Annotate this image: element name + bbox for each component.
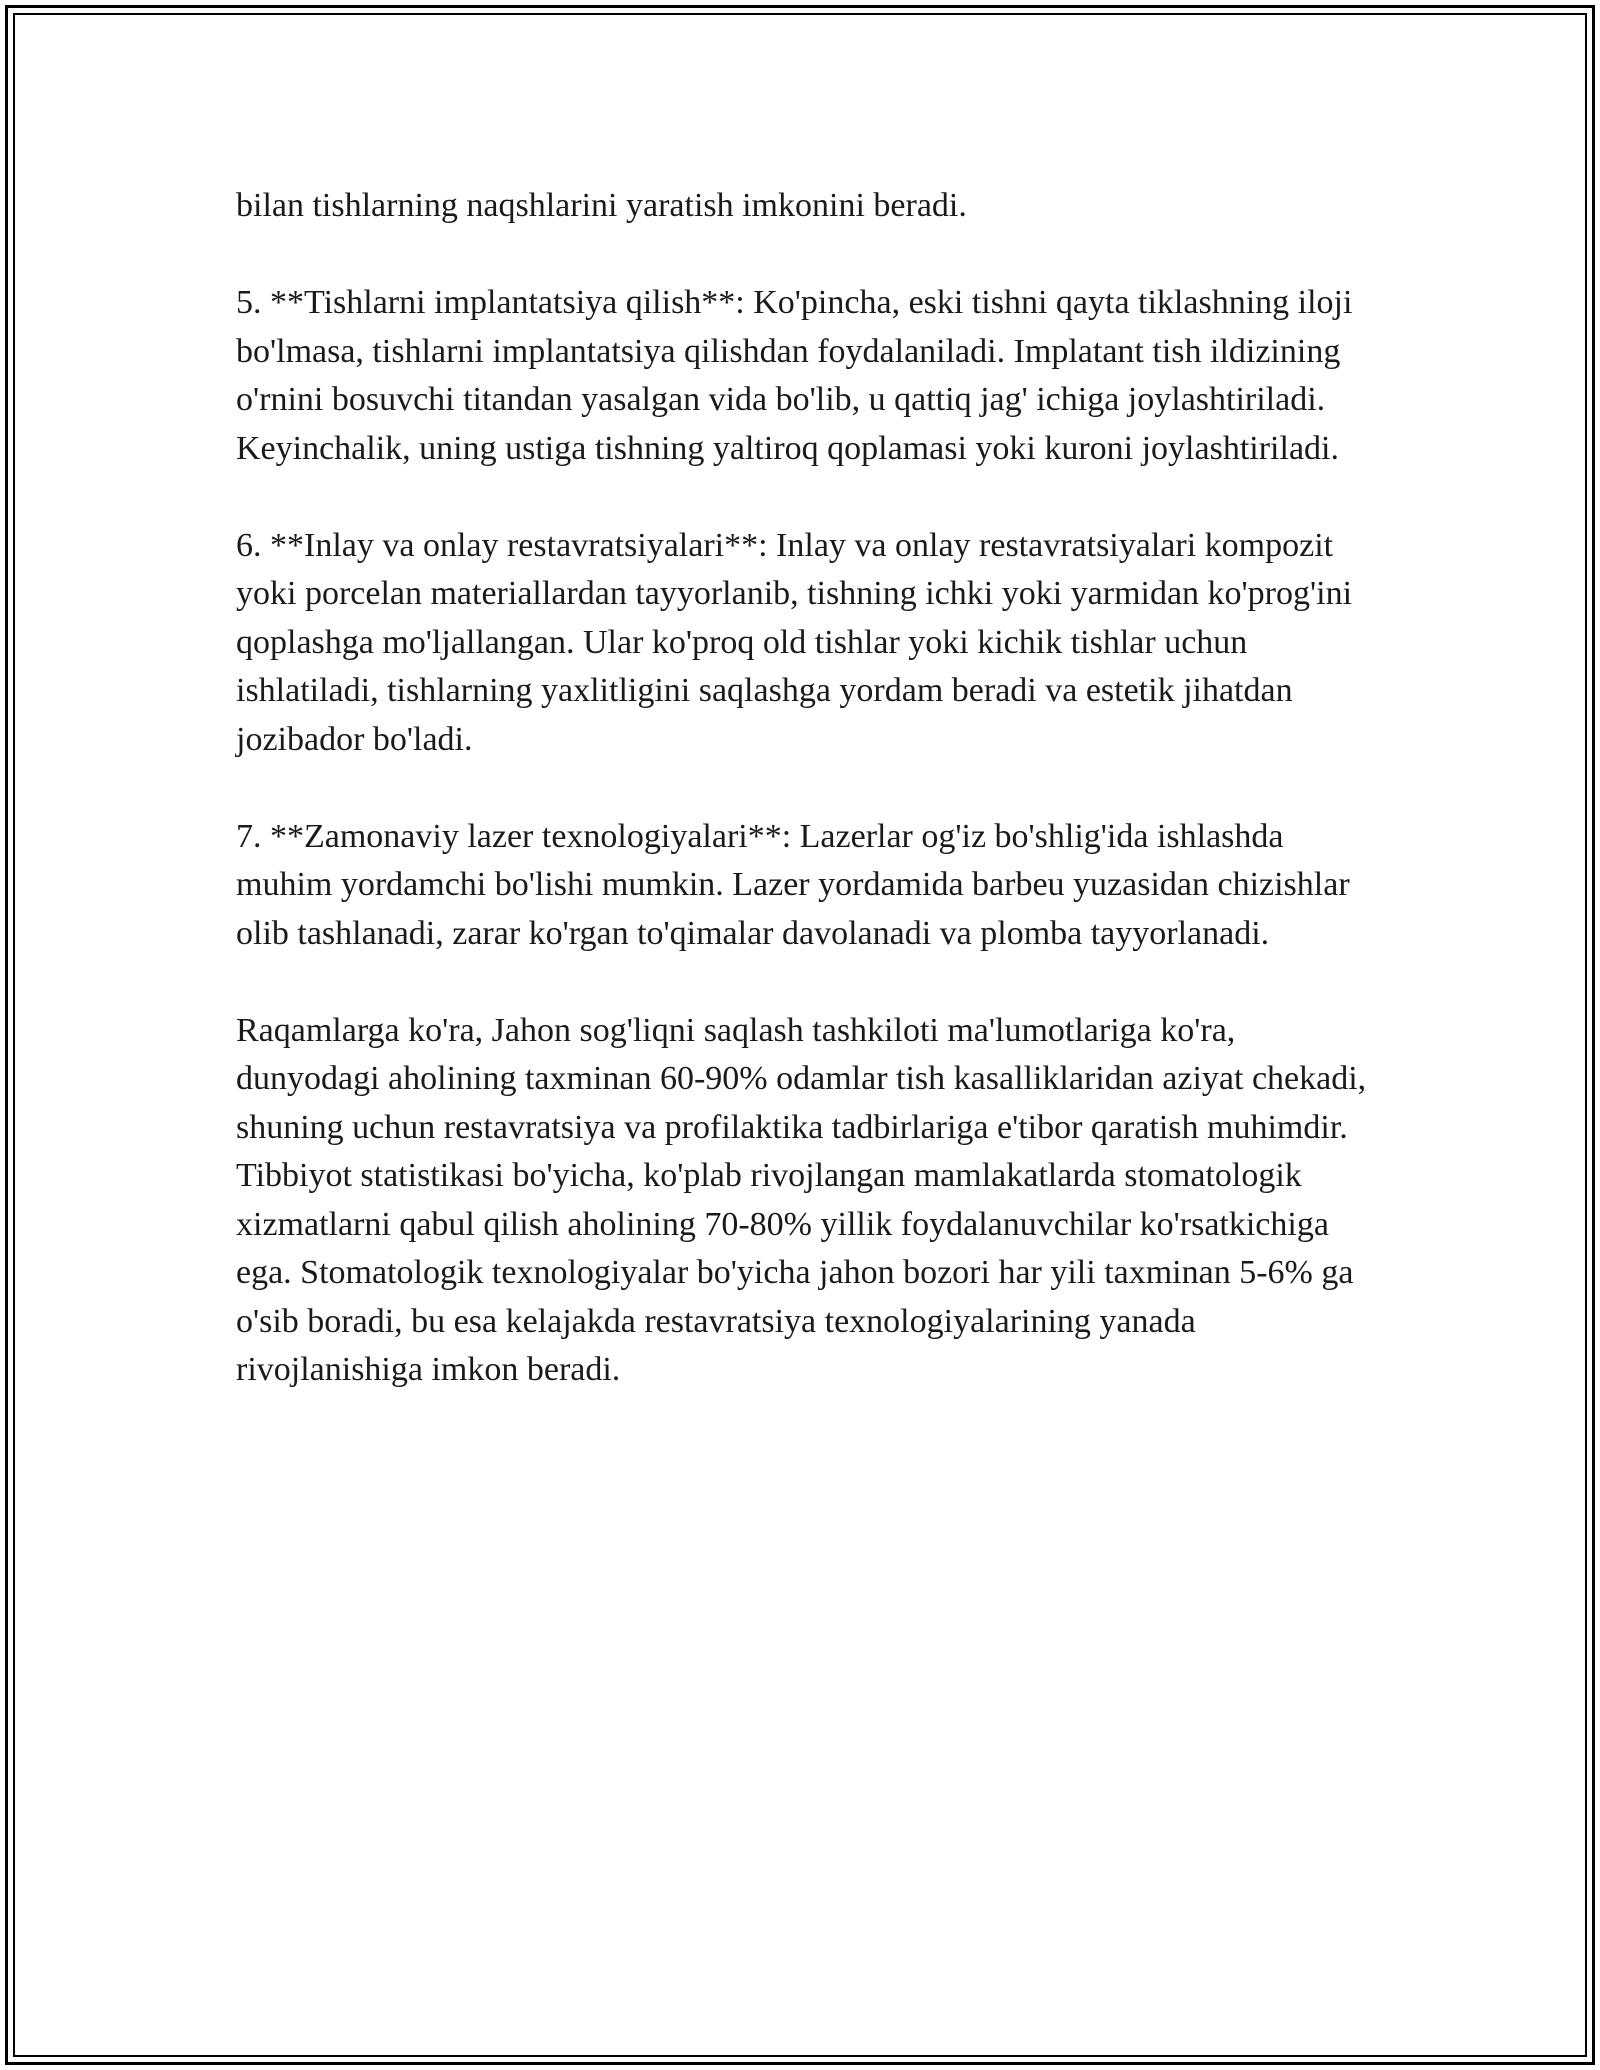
paragraph-continuation: bilan tishlarning naqshlarini yaratish imkonini beradi. [236, 187, 967, 224]
paragraph-item-6-inlay-onlay: 6. **Inlay va onlay restavratsiyalari**: Inlay va onlay restavratsiyalari kompozit yoki porcelan materiallardan tayyorlanib, tishning ichki yoki yarmidan ko'prog'ini qoplashga mo'ljallangan. Ular ko'proq old tishlar yoki kichik tishlar uchun ishlatiladi, tishlarning yaxlitligini saqlashga yordam beradi va estetik jihatdan jozibador bo'ladi. [236, 526, 1353, 758]
paragraph-item-5-implantation: 5. **Tishlarni implantatsiya qilish**: Ko'pincha, eski tishni qayta tiklashning iloji bo'lmasa, tishlarni implantatsiya qilishdan foydalaniladi. Implatant tish ildizining o'rnini bosuvchi titandan yasalgan vida bo'lib, u qattiq jag' ichiga joylashtiriladi. Keyinchalik, uning ustiga tishning yaltiroq qoplamasi yoki kuroni joylashtiriladi. [236, 284, 1353, 467]
paragraph-item-7-laser: 7. **Zamonaviy lazer texnologiyalari**: Lazerlar og'iz bo'shlig'ida ishlashda muhim yordamchi bo'lishi mumkin. Lazer yordamida barbeu yuzasidan chizishlar olib tashlanadi, zarar ko'rgan to'qimalar davolanadi va plomba tayyorlanadi. [236, 817, 1350, 952]
document-body [236, 182, 1386, 1395]
paragraph-statistics: Raqamlarga ko'ra, Jahon sog'liqni saqlash tashkiloti ma'lumotlariga ko'ra, dunyodagi aholining taxminan 60-90% odamlar tish kasalliklaridan aziyat chekadi, shuning uchun restavratsiya va profilaktika tadbirlariga e'tibor qaratish muhimdir. Tibbiyot statistikasi bo'yicha, ko'plab rivojlangan mamlakatlarda stomatologik xizmatlarni qabul qilish aholining 70-80% yillik foydalanuvchilar ko'rsatkichiga ega. Stomatologik texnologiyalar bo'yicha jahon bozori har yili taxminan 5-6% ga o'sib boradi, bu esa kelajakda restavratsiya texnologiyalarining yanada rivojlanishiga imkon beradi. [236, 1011, 1367, 1388]
